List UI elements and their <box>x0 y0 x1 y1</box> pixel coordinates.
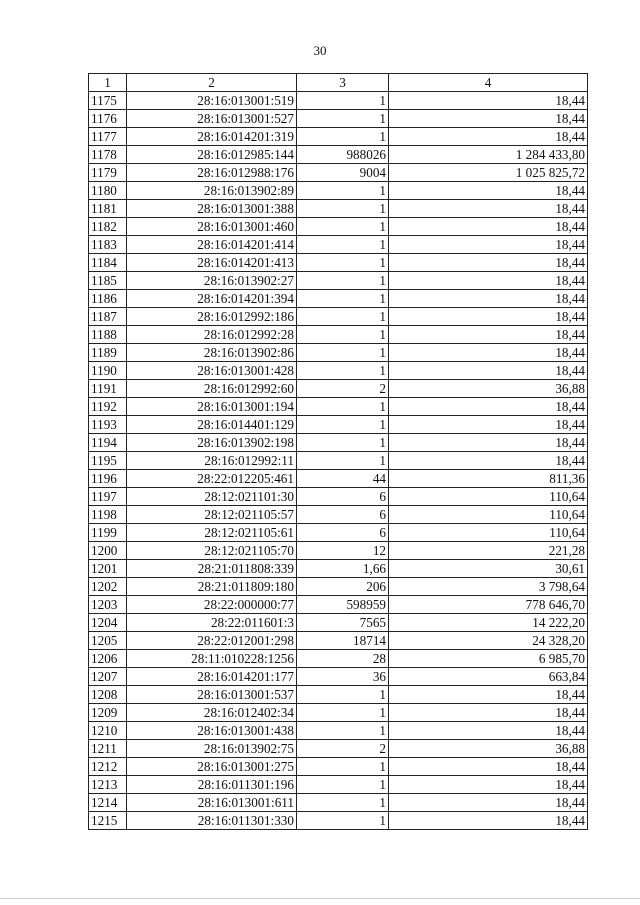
cadastral-number-cell: 28:16:013902:89 <box>127 182 297 200</box>
cadastral-number-cell: 28:12:021105:70 <box>127 542 297 560</box>
amount-cell: 18,44 <box>389 758 588 776</box>
amount-cell: 30,61 <box>389 560 588 578</box>
row-number-cell: 1175 <box>89 92 127 110</box>
amount-cell: 18,44 <box>389 434 588 452</box>
amount-cell: 18,44 <box>389 182 588 200</box>
cadastral-number-cell: 28:16:014201:319 <box>127 128 297 146</box>
table-row <box>89 200 588 218</box>
cadastral-number-cell: 28:16:012402:34 <box>127 704 297 722</box>
amount-cell: 811,36 <box>389 470 588 488</box>
quantity-cell: 2 <box>297 740 389 758</box>
amount-cell: 110,64 <box>389 488 588 506</box>
amount-cell: 18,44 <box>389 812 588 830</box>
amount-cell: 36,88 <box>389 740 588 758</box>
quantity-cell: 1 <box>297 704 389 722</box>
quantity-cell: 1 <box>297 326 389 344</box>
quantity-cell: 44 <box>297 470 389 488</box>
row-number-cell: 1211 <box>89 740 127 758</box>
table-row <box>89 236 588 254</box>
quantity-cell: 206 <box>297 578 389 596</box>
table-header-row <box>89 74 588 92</box>
amount-cell: 36,88 <box>389 380 588 398</box>
amount-cell: 18,44 <box>389 686 588 704</box>
cadastral-number-cell: 28:16:012992:28 <box>127 326 297 344</box>
row-number-cell: 1178 <box>89 146 127 164</box>
quantity-cell: 1 <box>297 218 389 236</box>
row-number-cell: 1194 <box>89 434 127 452</box>
amount-cell: 663,84 <box>389 668 588 686</box>
table-row <box>89 560 588 578</box>
amount-cell: 3 798,64 <box>389 578 588 596</box>
cadastral-number-cell: 28:16:012992:60 <box>127 380 297 398</box>
row-number-cell: 1189 <box>89 344 127 362</box>
row-number-cell: 1188 <box>89 326 127 344</box>
quantity-cell: 18714 <box>297 632 389 650</box>
row-number-cell: 1195 <box>89 452 127 470</box>
cadastral-number-cell: 28:16:012992:11 <box>127 452 297 470</box>
table-row <box>89 542 588 560</box>
amount-cell: 18,44 <box>389 326 588 344</box>
table-row <box>89 434 588 452</box>
quantity-cell: 1 <box>297 128 389 146</box>
amount-cell: 18,44 <box>389 344 588 362</box>
cadastral-number-cell: 28:16:013001:428 <box>127 362 297 380</box>
cadastral-number-cell: 28:12:021105:57 <box>127 506 297 524</box>
quantity-cell: 1 <box>297 290 389 308</box>
row-number-cell: 1210 <box>89 722 127 740</box>
cadastral-number-cell: 28:16:013902:75 <box>127 740 297 758</box>
table-row <box>89 182 588 200</box>
table-row <box>89 272 588 290</box>
cadastral-number-cell: 28:16:013001:611 <box>127 794 297 812</box>
column-header-2: 2 <box>127 74 297 92</box>
row-number-cell: 1177 <box>89 128 127 146</box>
row-number-cell: 1215 <box>89 812 127 830</box>
row-number-cell: 1214 <box>89 794 127 812</box>
cadastral-number-cell: 28:16:013001:275 <box>127 758 297 776</box>
table-row <box>89 668 588 686</box>
quantity-cell: 1 <box>297 416 389 434</box>
cadastral-number-cell: 28:16:013001:519 <box>127 92 297 110</box>
table-row <box>89 308 588 326</box>
amount-cell: 18,44 <box>389 722 588 740</box>
quantity-cell: 1 <box>297 398 389 416</box>
page-bottom-edge <box>0 898 640 899</box>
amount-cell: 18,44 <box>389 452 588 470</box>
row-number-cell: 1203 <box>89 596 127 614</box>
amount-cell: 221,28 <box>389 542 588 560</box>
table-row <box>89 254 588 272</box>
cadastral-number-cell: 28:12:021101:30 <box>127 488 297 506</box>
table-row <box>89 416 588 434</box>
cadastral-number-cell: 28:16:013001:388 <box>127 200 297 218</box>
amount-cell: 18,44 <box>389 398 588 416</box>
table-row <box>89 380 588 398</box>
amount-cell: 1 025 825,72 <box>389 164 588 182</box>
cadastral-number-cell: 28:22:011601:3 <box>127 614 297 632</box>
table-row <box>89 146 588 164</box>
table-row <box>89 128 588 146</box>
row-number-cell: 1208 <box>89 686 127 704</box>
amount-cell: 778 646,70 <box>389 596 588 614</box>
quantity-cell: 6 <box>297 488 389 506</box>
row-number-cell: 1185 <box>89 272 127 290</box>
row-number-cell: 1181 <box>89 200 127 218</box>
quantity-cell: 1 <box>297 686 389 704</box>
amount-cell: 18,44 <box>389 704 588 722</box>
row-number-cell: 1198 <box>89 506 127 524</box>
quantity-cell: 1 <box>297 308 389 326</box>
amount-cell: 1 284 433,80 <box>389 146 588 164</box>
amount-cell: 110,64 <box>389 506 588 524</box>
table-row <box>89 362 588 380</box>
table-row <box>89 92 588 110</box>
cadastral-number-cell: 28:16:013902:198 <box>127 434 297 452</box>
row-number-cell: 1201 <box>89 560 127 578</box>
table-row <box>89 110 588 128</box>
quantity-cell: 1 <box>297 200 389 218</box>
quantity-cell: 12 <box>297 542 389 560</box>
cadastral-number-cell: 28:16:013001:438 <box>127 722 297 740</box>
row-number-cell: 1180 <box>89 182 127 200</box>
cadastral-number-cell: 28:12:021105:61 <box>127 524 297 542</box>
row-number-cell: 1197 <box>89 488 127 506</box>
row-number-cell: 1193 <box>89 416 127 434</box>
cadastral-number-cell: 28:22:012001:298 <box>127 632 297 650</box>
amount-cell: 18,44 <box>389 218 588 236</box>
data-table <box>88 73 588 830</box>
table-row <box>89 776 588 794</box>
amount-cell: 18,44 <box>389 794 588 812</box>
row-number-cell: 1179 <box>89 164 127 182</box>
table-row <box>89 452 588 470</box>
amount-cell: 18,44 <box>389 308 588 326</box>
amount-cell: 18,44 <box>389 776 588 794</box>
row-number-cell: 1186 <box>89 290 127 308</box>
amount-cell: 18,44 <box>389 272 588 290</box>
quantity-cell: 1,66 <box>297 560 389 578</box>
quantity-cell: 28 <box>297 650 389 668</box>
table-row <box>89 632 588 650</box>
row-number-cell: 1209 <box>89 704 127 722</box>
amount-cell: 18,44 <box>389 236 588 254</box>
cadastral-number-cell: 28:16:012988:176 <box>127 164 297 182</box>
quantity-cell: 1 <box>297 758 389 776</box>
table-row <box>89 344 588 362</box>
table-row <box>89 470 588 488</box>
table-row <box>89 326 588 344</box>
column-header-3: 3 <box>297 74 389 92</box>
quantity-cell: 7565 <box>297 614 389 632</box>
row-number-cell: 1184 <box>89 254 127 272</box>
amount-cell: 18,44 <box>389 254 588 272</box>
quantity-cell: 6 <box>297 524 389 542</box>
cadastral-number-cell: 28:16:014401:129 <box>127 416 297 434</box>
quantity-cell: 1 <box>297 110 389 128</box>
quantity-cell: 1 <box>297 362 389 380</box>
quantity-cell: 6 <box>297 506 389 524</box>
quantity-cell: 598959 <box>297 596 389 614</box>
table-row <box>89 794 588 812</box>
table-body <box>89 92 588 830</box>
quantity-cell: 1 <box>297 344 389 362</box>
quantity-cell: 1 <box>297 722 389 740</box>
quantity-cell: 1 <box>297 452 389 470</box>
row-number-cell: 1183 <box>89 236 127 254</box>
amount-cell: 18,44 <box>389 110 588 128</box>
amount-cell: 18,44 <box>389 362 588 380</box>
table-row <box>89 398 588 416</box>
row-number-cell: 1206 <box>89 650 127 668</box>
row-number-cell: 1207 <box>89 668 127 686</box>
table-row <box>89 740 588 758</box>
quantity-cell: 36 <box>297 668 389 686</box>
row-number-cell: 1191 <box>89 380 127 398</box>
quantity-cell: 1 <box>297 812 389 830</box>
row-number-cell: 1187 <box>89 308 127 326</box>
table-row <box>89 578 588 596</box>
table-row <box>89 704 588 722</box>
cadastral-number-cell: 28:21:011809:180 <box>127 578 297 596</box>
cadastral-number-cell: 28:16:014201:413 <box>127 254 297 272</box>
quantity-cell: 1 <box>297 236 389 254</box>
table-row <box>89 506 588 524</box>
table-row <box>89 218 588 236</box>
table-row <box>89 164 588 182</box>
row-number-cell: 1199 <box>89 524 127 542</box>
cadastral-number-cell: 28:16:014201:177 <box>127 668 297 686</box>
row-number-cell: 1200 <box>89 542 127 560</box>
quantity-cell: 9004 <box>297 164 389 182</box>
cadastral-number-cell: 28:16:012985:144 <box>127 146 297 164</box>
cadastral-number-cell: 28:22:012205:461 <box>127 470 297 488</box>
amount-cell: 18,44 <box>389 290 588 308</box>
page-number: 30 <box>313 43 327 58</box>
quantity-cell: 1 <box>297 434 389 452</box>
cadastral-number-cell: 28:16:013001:537 <box>127 686 297 704</box>
row-number-cell: 1213 <box>89 776 127 794</box>
amount-cell: 110,64 <box>389 524 588 542</box>
cadastral-number-cell: 28:16:013001:194 <box>127 398 297 416</box>
table-row <box>89 290 588 308</box>
table-row <box>89 614 588 632</box>
amount-cell: 18,44 <box>389 416 588 434</box>
row-number-cell: 1176 <box>89 110 127 128</box>
quantity-cell: 1 <box>297 254 389 272</box>
cadastral-number-cell: 28:16:014201:394 <box>127 290 297 308</box>
cadastral-number-cell: 28:16:011301:330 <box>127 812 297 830</box>
amount-cell: 18,44 <box>389 92 588 110</box>
quantity-cell: 1 <box>297 794 389 812</box>
cadastral-number-cell: 28:16:013902:86 <box>127 344 297 362</box>
row-number-cell: 1192 <box>89 398 127 416</box>
amount-cell: 6 985,70 <box>389 650 588 668</box>
row-number-cell: 1190 <box>89 362 127 380</box>
table-row <box>89 524 588 542</box>
table-row <box>89 650 588 668</box>
table-row <box>89 488 588 506</box>
row-number-cell: 1205 <box>89 632 127 650</box>
amount-cell: 18,44 <box>389 200 588 218</box>
cadastral-number-cell: 28:16:011301:196 <box>127 776 297 794</box>
amount-cell: 14 222,20 <box>389 614 588 632</box>
amount-cell: 18,44 <box>389 128 588 146</box>
table-row <box>89 686 588 704</box>
row-number-cell: 1204 <box>89 614 127 632</box>
row-number-cell: 1182 <box>89 218 127 236</box>
quantity-cell: 1 <box>297 182 389 200</box>
cadastral-number-cell: 28:11:010228:1256 <box>127 650 297 668</box>
table-row <box>89 722 588 740</box>
quantity-cell: 1 <box>297 272 389 290</box>
cadastral-number-cell: 28:22:000000:77 <box>127 596 297 614</box>
row-number-cell: 1196 <box>89 470 127 488</box>
cadastral-number-cell: 28:16:013902:27 <box>127 272 297 290</box>
row-number-cell: 1212 <box>89 758 127 776</box>
cadastral-number-cell: 28:21:011808:339 <box>127 560 297 578</box>
table-row <box>89 758 588 776</box>
quantity-cell: 988026 <box>297 146 389 164</box>
column-header-1: 1 <box>89 74 127 92</box>
quantity-cell: 1 <box>297 776 389 794</box>
column-header-4: 4 <box>389 74 588 92</box>
cadastral-number-cell: 28:16:013001:460 <box>127 218 297 236</box>
amount-cell: 24 328,20 <box>389 632 588 650</box>
quantity-cell: 2 <box>297 380 389 398</box>
cadastral-number-cell: 28:16:014201:414 <box>127 236 297 254</box>
cadastral-number-cell: 28:16:013001:527 <box>127 110 297 128</box>
cadastral-number-cell: 28:16:012992:186 <box>127 308 297 326</box>
table-row <box>89 812 588 830</box>
quantity-cell: 1 <box>297 92 389 110</box>
table-row <box>89 596 588 614</box>
row-number-cell: 1202 <box>89 578 127 596</box>
